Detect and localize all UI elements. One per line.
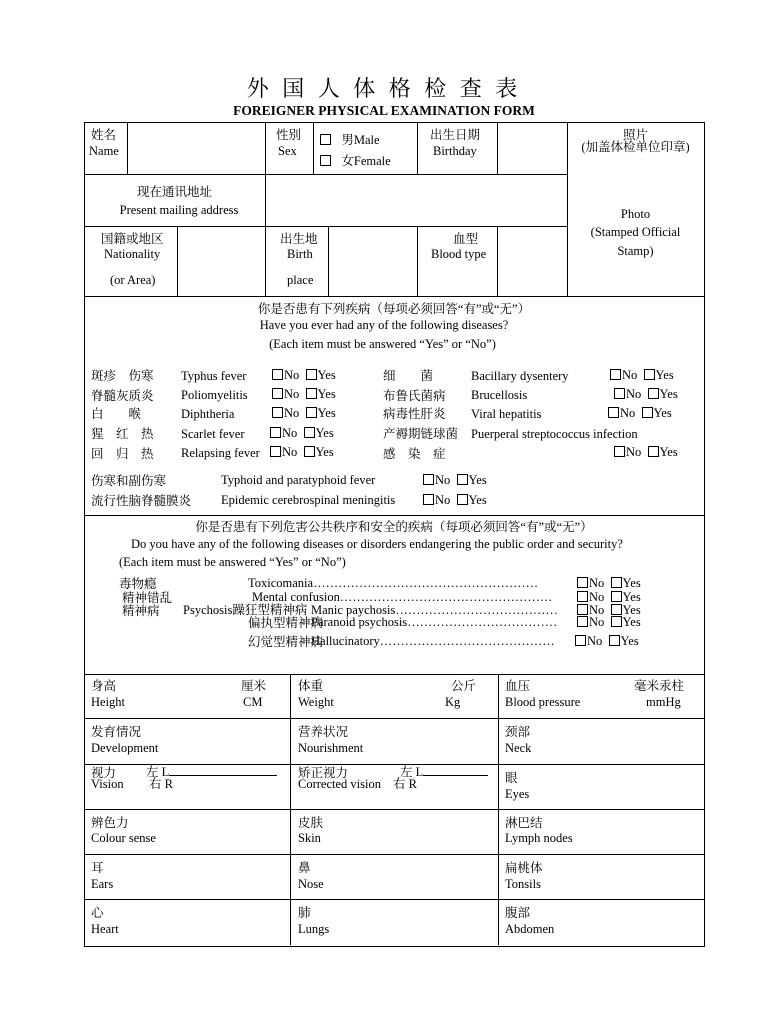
photo-stamp-note-2: Stamp) xyxy=(617,244,654,258)
height-unit: CM xyxy=(243,695,263,709)
disease-right-4-cn: 产褥期链球菌 xyxy=(383,427,459,441)
disease-wide-2-cn: 流行性脑脊髓膜炎 xyxy=(91,494,192,508)
male-checkbox[interactable] xyxy=(320,134,331,145)
disease-heading-note: (Each item must be answered “Yes” or “No”) xyxy=(269,337,496,351)
development-label-cn: 发育情况 xyxy=(91,725,142,739)
photo-stamp-note: (Stamped Official xyxy=(590,225,681,239)
weight-label-cn: 体重 xyxy=(298,679,324,693)
corrected-label-cn: 矫正视力 xyxy=(298,766,349,780)
female-checkbox[interactable] xyxy=(320,155,331,166)
no-checkbox[interactable] xyxy=(577,591,588,602)
birthday-label-cn: 出生日期 xyxy=(430,128,481,142)
sex-label: Sex xyxy=(278,144,297,158)
order-item-5-cn: 幻觉型精神病 xyxy=(248,635,324,649)
yes-checkbox[interactable] xyxy=(306,369,317,380)
development-label: Development xyxy=(91,741,159,755)
weight-unit-cn: 公斤 xyxy=(451,679,477,693)
disease-left-5: Relapsing fever xyxy=(181,446,260,460)
disease-left-1-cn: 斑疹 伤寒 xyxy=(91,369,154,383)
no-checkbox[interactable] xyxy=(423,494,434,505)
nationality-label-2: (or Area) xyxy=(110,273,156,287)
height-label: Height xyxy=(91,695,126,709)
yes-checkbox[interactable] xyxy=(306,407,317,418)
photo-label: Photo xyxy=(620,207,651,221)
bp-label: Blood pressure xyxy=(505,695,581,709)
disease-right-1-answer[interactable]: No Yes xyxy=(610,368,674,382)
disease-left-3: Diphtheria xyxy=(181,407,235,421)
disease-right-4-answer[interactable]: No Yes xyxy=(614,445,678,459)
disease-heading: Have you ever had any of the following diseases? xyxy=(259,318,509,332)
order-item-4: Paranoid psychosis……………………………… xyxy=(311,615,558,629)
ears-label-cn: 耳 xyxy=(91,861,104,875)
nationality-field[interactable] xyxy=(180,229,262,293)
order-item-2: Mental confusion…………………………………………… xyxy=(252,590,553,604)
disease-left-5-cn: 回 归 热 xyxy=(91,447,154,461)
vision-label: Vision xyxy=(91,777,124,791)
no-checkbox[interactable] xyxy=(610,369,621,380)
yes-checkbox[interactable] xyxy=(304,427,315,438)
order-item-5-answer[interactable]: No Yes xyxy=(575,634,639,648)
bp-unit-cn: 毫米汞柱 xyxy=(634,679,685,693)
order-item-2-cn: 精神错乱 xyxy=(122,591,173,605)
no-checkbox[interactable] xyxy=(575,635,586,646)
yes-checkbox[interactable] xyxy=(611,591,622,602)
yes-checkbox[interactable] xyxy=(648,446,659,457)
yes-checkbox[interactable] xyxy=(304,446,315,457)
lungs-label: Lungs xyxy=(298,922,330,936)
neck-label: Neck xyxy=(505,741,532,755)
yes-checkbox[interactable] xyxy=(642,407,653,418)
bp-label-cn: 血压 xyxy=(505,679,531,693)
order-item-1: Toxicomania……………………………………………… xyxy=(248,576,539,590)
no-checkbox[interactable] xyxy=(577,616,588,627)
disease-wide-2-answer[interactable]: No Yes xyxy=(423,493,487,507)
nationality-label: Nationality xyxy=(104,247,161,261)
birthplace-label-2: place xyxy=(287,273,314,287)
disease-right-1: Bacillary dysentery xyxy=(471,369,569,383)
no-checkbox[interactable] xyxy=(270,427,281,438)
order-item-4-answer[interactable]: No Yes xyxy=(577,615,641,629)
eyes-label: Eyes xyxy=(505,787,530,801)
disease-left-3-cn: 白 喉 xyxy=(91,407,142,421)
name-field[interactable] xyxy=(130,125,263,171)
male-option[interactable] xyxy=(320,133,380,147)
yes-checkbox[interactable] xyxy=(457,474,468,485)
order-item-1-answer[interactable]: No Yes xyxy=(577,576,641,590)
colour-label-cn: 辨色力 xyxy=(91,816,129,830)
name-label: Name xyxy=(89,144,119,158)
lymph-label-cn: 淋巴结 xyxy=(505,816,543,830)
corrected-label: Corrected vision xyxy=(298,777,381,791)
lymph-label: Lymph nodes xyxy=(505,831,573,845)
photo-note-cn: (加盖体检单位印章) xyxy=(581,140,690,154)
birthday-label: Birthday xyxy=(433,144,477,158)
disease-left-2-answer[interactable]: No Yes xyxy=(272,387,336,401)
bloodtype-field[interactable] xyxy=(500,229,564,293)
yes-checkbox[interactable] xyxy=(644,369,655,380)
disease-right-2: Brucellosis xyxy=(471,388,528,402)
form-title-cn: 外 国 人 体 格 检 查 表 xyxy=(246,76,522,101)
disease-heading-cn: 你是否患有下列疾病（每项必须回答“有”或“无”） xyxy=(257,302,531,316)
bp-unit: mmHg xyxy=(646,695,681,709)
female-option[interactable] xyxy=(320,154,391,168)
lungs-label-cn: 肺 xyxy=(298,906,311,920)
yes-checkbox[interactable] xyxy=(457,494,468,505)
ears-label: Ears xyxy=(91,877,114,891)
no-checkbox[interactable] xyxy=(577,577,588,588)
name-label-cn: 姓名 xyxy=(91,128,117,142)
form-title-en: FOREIGNER PHYSICAL EXAMINATION FORM xyxy=(233,103,535,118)
disease-wide-2: Epidemic cerebrospinal meningitis xyxy=(221,493,396,507)
yes-checkbox[interactable] xyxy=(609,635,620,646)
bloodtype-label: Blood type xyxy=(431,247,487,261)
no-checkbox[interactable] xyxy=(270,446,281,457)
abdomen-label-cn: 腹部 xyxy=(505,906,531,920)
vision-left-field[interactable] xyxy=(169,765,277,776)
no-checkbox[interactable] xyxy=(423,474,434,485)
no-checkbox[interactable] xyxy=(614,446,625,457)
no-checkbox[interactable] xyxy=(608,407,619,418)
eyes-label-cn: 眼 xyxy=(505,771,518,785)
disease-wide-1: Typhoid and paratyphoid fever xyxy=(221,473,376,487)
disease-left-4-answer[interactable]: No Yes xyxy=(270,426,334,440)
order-item-3-cn: 精神病 xyxy=(122,604,160,618)
disease-left-1: Typhus fever xyxy=(181,369,247,383)
tonsils-label: Tonsils xyxy=(505,877,541,891)
weight-label: Weight xyxy=(298,695,334,709)
no-checkbox[interactable] xyxy=(577,604,588,615)
yes-checkbox[interactable] xyxy=(648,388,659,399)
birthplace-label: Birth xyxy=(287,247,313,261)
public-order-heading: Do you have any of the following diseases or disorders endangering the public order and security? xyxy=(131,537,623,551)
photo-label-cn: 照片 xyxy=(622,128,648,142)
disease-wide-1-answer[interactable]: No Yes xyxy=(423,473,487,487)
disease-left-2: Poliomyelitis xyxy=(181,388,248,402)
vision-right[interactable]: 右 R xyxy=(149,777,173,791)
disease-right-1-cn: 细 菌 xyxy=(383,369,434,383)
order-item-3: Manic paychosis………………………………… xyxy=(311,603,558,617)
colour-label: Colour sense xyxy=(91,831,156,845)
order-item-2-answer[interactable]: No Yes xyxy=(577,590,641,604)
no-checkbox[interactable] xyxy=(272,369,283,380)
birthday-field[interactable] xyxy=(500,125,564,171)
disease-right-4: Puerperal streptococcus infection xyxy=(471,427,638,441)
disease-left-2-cn: 脊髓灰质炎 xyxy=(91,389,154,403)
no-checkbox[interactable] xyxy=(272,407,283,418)
disease-right-2-cn: 布鲁氏菌病 xyxy=(383,389,446,403)
heart-label-cn: 心 xyxy=(91,906,104,920)
nourishment-label-cn: 营养状况 xyxy=(298,725,349,739)
disease-right-2-answer[interactable]: No Yes xyxy=(614,387,678,401)
address-label: Present mailing address xyxy=(119,203,239,217)
abdomen-label: Abdomen xyxy=(505,922,555,936)
public-order-heading-cn: 你是否患有下列危害公共秩序和安全的疾病（每项必须回答“有”或“无”） xyxy=(195,520,593,534)
height-unit-cn: 厘米 xyxy=(241,679,267,693)
male-label: 男Male xyxy=(341,133,380,147)
disease-left-1-answer[interactable]: No Yes xyxy=(272,368,336,382)
yes-checkbox[interactable] xyxy=(611,577,622,588)
birthplace-field[interactable] xyxy=(331,229,414,293)
height-label-cn: 身高 xyxy=(91,679,117,693)
order-item-3-answer[interactable]: No Yes xyxy=(577,603,641,617)
disease-left-4: Scarlet fever xyxy=(181,427,245,441)
disease-right-3-cn: 病毒性肝炎 xyxy=(383,407,446,421)
disease-right-5-cn: 感 染 症 xyxy=(383,447,446,461)
order-item-4-cn: 偏执型精神病 xyxy=(248,616,324,630)
nose-label: Nose xyxy=(298,877,324,891)
nationality-label-cn: 国籍或地区 xyxy=(101,232,164,246)
order-item-1-cn: 毒物瘾 xyxy=(119,577,157,591)
order-item-5: Hallucinatory…………………………………… xyxy=(311,634,555,648)
sex-label-cn: 性别 xyxy=(276,128,302,142)
tonsils-label-cn: 扁桃体 xyxy=(505,861,543,875)
disease-left-4-cn: 猩 红 热 xyxy=(91,427,154,441)
corrected-left[interactable]: 左 L xyxy=(400,765,488,779)
yes-checkbox[interactable] xyxy=(306,388,317,399)
disease-left-3-answer[interactable]: No Yes xyxy=(272,406,336,420)
heart-label: Heart xyxy=(91,922,119,936)
female-label: 女Female xyxy=(341,154,391,168)
disease-wide-1-cn: 伤寒和副伤寒 xyxy=(91,474,167,488)
no-checkbox[interactable] xyxy=(614,388,625,399)
vision-left[interactable]: 左 L xyxy=(146,765,277,779)
neck-label-cn: 颈部 xyxy=(505,725,531,739)
address-label-cn: 现在通讯地址 xyxy=(136,185,212,199)
no-checkbox[interactable] xyxy=(272,388,283,399)
disease-right-3: Viral hepatitis xyxy=(471,407,542,421)
birthplace-label-cn: 出生地 xyxy=(280,232,318,246)
skin-label: Skin xyxy=(298,831,321,845)
public-order-heading-note: (Each item must be answered “Yes” or “No”) xyxy=(119,555,346,569)
yes-checkbox[interactable] xyxy=(611,604,622,615)
disease-left-5-answer[interactable]: No Yes xyxy=(270,445,334,459)
vision-label-cn: 视力 xyxy=(91,766,117,780)
corrected-right[interactable]: 右 R xyxy=(393,777,417,791)
skin-label-cn: 皮肤 xyxy=(298,816,324,830)
weight-unit: Kg xyxy=(445,695,461,709)
corrected-left-field[interactable] xyxy=(423,765,488,776)
disease-right-3-answer[interactable]: No Yes xyxy=(608,406,672,420)
nourishment-label: Nourishment xyxy=(298,741,364,755)
bloodtype-label-cn: 血型 xyxy=(453,232,479,246)
order-item-3-group: Psychosis躁狂型精神病 xyxy=(183,603,308,617)
yes-checkbox[interactable] xyxy=(611,616,622,627)
nose-label-cn: 鼻 xyxy=(298,861,311,875)
address-field[interactable] xyxy=(268,177,564,223)
